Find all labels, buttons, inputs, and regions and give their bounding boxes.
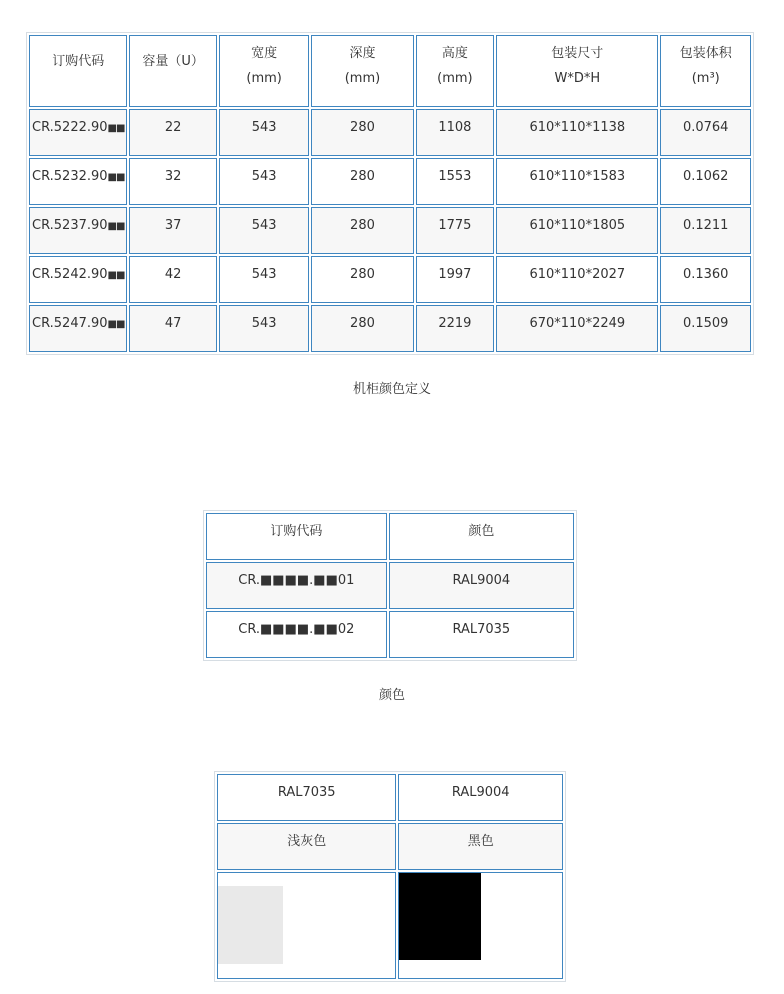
capacity-cell: 37 [129,207,216,254]
header-width [219,35,309,107]
color-code-header-row [206,513,574,560]
order-code: CR.5232.90 [32,169,108,184]
swatch-code-cell: RAL9004 [398,774,563,821]
color-cell: RAL7035 [389,611,574,658]
capacity-cell: 22 [129,109,216,156]
swatch-name-row [217,823,563,870]
depth-cell: 280 [311,305,413,352]
header-color: 颜色 [389,513,574,560]
volume-cell: 0.1211 [660,207,751,254]
order-code-cell [29,256,127,303]
order-code: CR.5247.90 [32,316,108,331]
header-height [416,35,495,107]
package-size-cell: 610*110*1138 [496,109,658,156]
table-row [29,158,751,205]
header-package-volume [660,35,751,107]
depth-cell: 280 [311,207,413,254]
header-unit: W*D*H [554,71,601,86]
light-gray-swatch [218,886,283,964]
package-size-cell: 610*110*1583 [496,158,658,205]
table-row [206,562,574,609]
spec-table [26,32,754,355]
volume-cell: 0.0764 [660,109,751,156]
table-row [206,611,574,658]
order-code-suffix: ■■ [107,172,125,183]
swatch-code-row [217,774,563,821]
depth-cell: 280 [311,109,413,156]
header-depth [311,35,413,107]
width-cell: 543 [219,207,309,254]
volume-cell: 0.1062 [660,158,751,205]
order-code-cell [29,207,127,254]
package-size-cell: 670*110*2249 [496,305,658,352]
order-code-cell [29,158,127,205]
header-label: 容量（U） [142,54,204,69]
color-swatch-table [214,771,566,982]
spec-header-row [29,35,751,107]
volume-cell: 0.1360 [660,256,751,303]
table-row [29,256,751,303]
height-cell: 1775 [416,207,495,254]
caption-color: 颜色 [378,688,405,703]
header-label: 包装尺寸 [551,46,604,61]
order-code-suffix: ■■ [107,319,125,330]
depth-cell: 280 [311,256,413,303]
header-unit: (mm) [437,71,473,86]
swatch-name-cell: 浅灰色 [217,823,396,870]
header-unit: (mm) [344,71,381,86]
swatch-sample-cell [217,872,396,979]
header-package-size [496,35,658,107]
header-order-code: 订购代码 [206,513,387,560]
swatch-sample-cell [398,872,563,979]
table-row [29,305,751,352]
header-label: 订购代码 [52,54,105,69]
volume-cell: 0.1509 [660,305,751,352]
width-cell: 543 [219,305,309,352]
table-row [29,207,751,254]
capacity-cell: 42 [129,256,216,303]
order-code-suffix: ■■ [107,270,125,281]
caption-cabinet-color: 机柜颜色定义 [352,382,431,397]
header-unit: (m³) [691,71,720,86]
header-capacity [129,35,216,107]
height-cell: 2219 [416,305,495,352]
header-label: 深度 [349,46,376,61]
order-code-cell: CR.■■■■.■■01 [206,562,387,609]
swatch-name-cell: 黑色 [398,823,563,870]
package-size-cell: 610*110*2027 [496,256,658,303]
capacity-cell: 32 [129,158,216,205]
order-code-suffix: ■■ [107,123,125,134]
color-code-table [203,510,577,661]
table-row [29,109,751,156]
capacity-cell: 47 [129,305,216,352]
order-code-cell [29,109,127,156]
swatch-sample-row [217,872,563,979]
order-code-suffix: ■■ [107,221,125,232]
width-cell: 543 [219,109,309,156]
header-order-code [29,35,127,107]
header-label: 宽度 [251,46,278,61]
color-cell: RAL9004 [389,562,574,609]
package-size-cell: 610*110*1805 [496,207,658,254]
swatch-code-cell: RAL7035 [217,774,396,821]
height-cell: 1553 [416,158,495,205]
width-cell: 543 [219,158,309,205]
header-label: 高度 [441,46,468,61]
height-cell: 1108 [416,109,495,156]
order-code-cell [29,305,127,352]
width-cell: 543 [219,256,309,303]
header-unit: (mm) [246,71,282,86]
order-code: CR.5222.90 [32,120,108,135]
black-swatch [399,873,481,960]
order-code: CR.5237.90 [32,218,108,233]
order-code-cell: CR.■■■■.■■02 [206,611,387,658]
depth-cell: 280 [311,158,413,205]
height-cell: 1997 [416,256,495,303]
order-code: CR.5242.90 [32,267,108,282]
header-label: 包装体积 [679,46,732,61]
